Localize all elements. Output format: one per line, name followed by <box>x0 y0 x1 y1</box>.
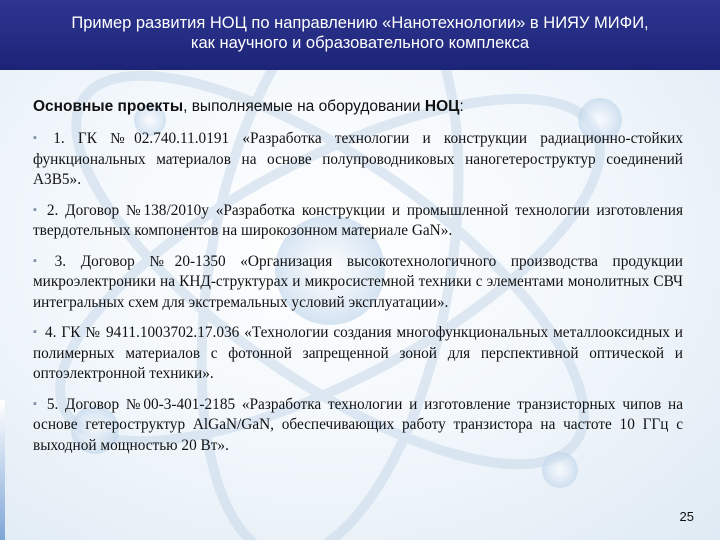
subtitle-part-3: НОЦ <box>424 98 460 115</box>
bullet-icon: ▪ <box>33 397 40 410</box>
subtitle-part-1: Основные проекты <box>33 98 184 115</box>
project-item-1 <box>33 128 683 191</box>
subtitle-part-2: , выполняемые на оборудовании <box>183 98 425 115</box>
header-title-line-2: как научного и образовательного комплекса <box>190 34 530 52</box>
project-text: 3. Договор №20-1350 «Организация высокотехнологичного производства продукции микроэлектроники на КНД-структурах и микросистемной техники с элементами монолитных СВЧ интегральных схем для экстремальных условий эксплуатации». <box>33 252 683 311</box>
bullet-icon: ▪ <box>33 254 48 267</box>
subtitle-part-4: : <box>459 98 464 115</box>
project-item-2 <box>33 200 683 242</box>
slide-header <box>0 0 720 70</box>
project-text: 2. Договор №138/2010у «Разработка конструкции и промышленной технологии изготовления твердотельных компонентов на широкозонном материале GaN». <box>33 201 684 239</box>
bullet-icon: ▪ <box>33 132 47 144</box>
project-text: 4. ГК № 9411.1003702.17.036 «Технологии создания многофункциональных металлооксидных и полимерных материалов с фотонной запрещенной зоной для перспективной оптической и оптоэлектронной техники». <box>33 324 683 382</box>
section-subtitle <box>33 98 683 116</box>
project-item-3 <box>33 251 683 314</box>
project-item-5 <box>33 394 683 457</box>
page-number: 25 <box>679 509 694 524</box>
project-text: 5. Договор №00-3-401-2185 «Разработка технологии и изготовление транзисторных чипов на основе гетероструктур AlGaN/GaN, обеспечивающих работу транзистора на частоте 10 ГГц с выходной мощностью 20 Вт». <box>33 395 683 454</box>
project-text: 1. ГК №02.740.11.0191 «Разработка технологии и конструкции радиационно-стойких функциональных материалов на основе полупроводниковых наногетероструктур соединений А3В5». <box>33 130 683 188</box>
bullet-icon: ▪ <box>33 326 39 338</box>
project-item-4 <box>33 322 683 385</box>
left-edge-accent <box>0 400 5 540</box>
slide-content <box>33 98 683 465</box>
header-title-line-1: Пример развития НОЦ по направлению «Нанотехнологии» в НИЯУ МИФИ, <box>71 14 649 32</box>
bullet-icon: ▪ <box>33 203 40 216</box>
